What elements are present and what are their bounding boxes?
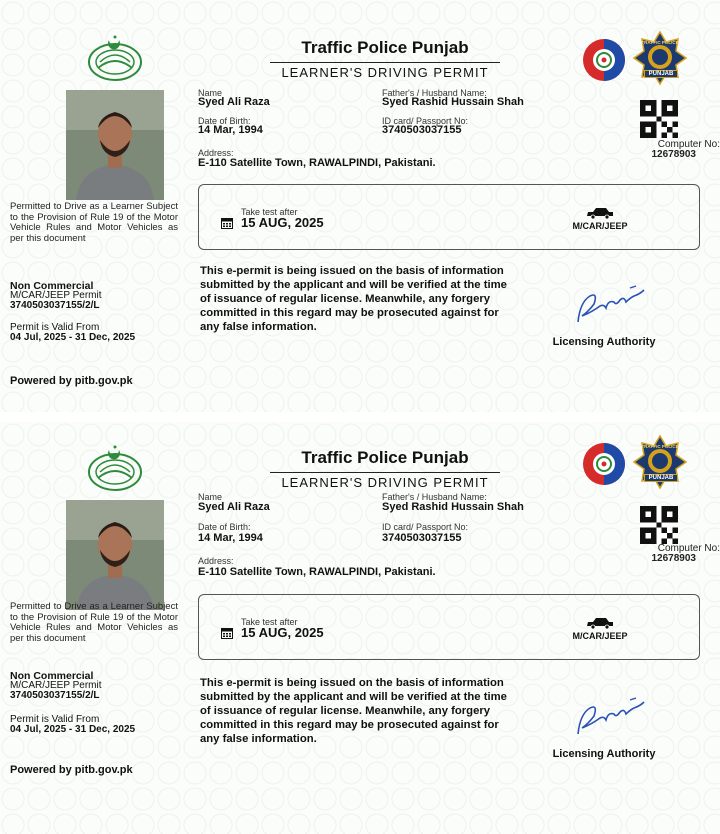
test-date-box (198, 594, 700, 660)
permit-number: 3740503037155/2/L (10, 300, 100, 311)
valid-range: 04 Jul, 2025 - 31 Dec, 2025 (10, 332, 136, 343)
permit-type-line: M/CAR/JEEP Permit (10, 290, 102, 301)
punjab-government-logo (86, 442, 144, 492)
take-test-label: Take test after (241, 207, 298, 217)
id-number: 3740503037155 (382, 124, 462, 136)
permit-type-line: M/CAR/JEEP Permit (10, 680, 102, 691)
car-icon (585, 617, 615, 629)
address-label: Address: (198, 148, 234, 158)
father-name: Syed Rashid Hussain Shah (382, 96, 524, 108)
permitted-note: Permitted to Drive as a Learner Subject to the Provision of Rule 19 of the Motor Vehicle Rules and Motor Vehicles as per this document (10, 201, 178, 244)
applicant-portrait-icon (66, 500, 164, 610)
badge-ring-text: TRAFFIC POLICE (641, 40, 679, 45)
punjab-government-logo (86, 32, 144, 82)
page-title: Traffic Police Punjab (301, 448, 469, 467)
permit-type-title: Non Commercial (10, 280, 94, 292)
signature-image (570, 282, 650, 328)
valid-label: Permit is Valid From (10, 714, 100, 725)
name-label: Name (198, 492, 223, 502)
qr-code (640, 506, 678, 544)
computer-number: 12678903 (651, 553, 696, 564)
calendar-icon (221, 627, 233, 639)
dob-label: Date of Birth: (198, 116, 251, 126)
licensing-authority-label: Licensing Authority (552, 748, 656, 760)
date-of-birth: 14 Mar, 1994 (198, 532, 263, 544)
name-label: Name (198, 88, 223, 98)
traffic-police-badge (632, 30, 688, 86)
calendar-icon (221, 217, 233, 229)
take-test-label: Take test after (241, 617, 298, 627)
test-date-box (198, 184, 700, 250)
traffic-police-badge (632, 434, 688, 490)
computer-no-label: Computer No: (657, 543, 720, 554)
permit-number: 3740503037155/2/L (10, 690, 100, 701)
vehicle-category: M/CAR/JEEP (572, 221, 628, 231)
powered-by: Powered by pitb.gov.pk (10, 764, 133, 776)
valid-range: 04 Jul, 2025 - 31 Dec, 2025 (10, 724, 136, 735)
notice-text: This e-permit is being issued on the basis of information submitted by the applicant and will be verified at the time of issuance of regular license. Meanwhile, any forgery committed in this regard may be prosecuted against for any false information. (200, 265, 507, 333)
page-title: Traffic Police Punjab (301, 38, 469, 57)
signature-image (570, 694, 650, 740)
father-name: Syed Rashid Hussain Shah (382, 501, 524, 513)
computer-number: 12678903 (651, 149, 696, 160)
computer-no-label: Computer No: (657, 139, 720, 150)
test-date: 15 AUG, 2025 (241, 215, 324, 230)
valid-label: Permit is Valid From (10, 322, 100, 333)
father-label: Father's / Husband Name: (382, 88, 487, 98)
address: E-110 Satellite Town, RAWALPINDI, Pakistani. (198, 157, 436, 169)
permit-copy-2 (0, 422, 720, 834)
permit-subtitle: LEARNER'S DRIVING PERMIT (270, 62, 500, 80)
test-date: 15 AUG, 2025 (241, 625, 324, 640)
badge-ring-text: TRAFFIC POLICE (641, 444, 679, 449)
id-number: 3740503037155 (382, 532, 462, 544)
address-label: Address: (198, 556, 234, 566)
permitted-note: Permitted to Drive as a Learner Subject to the Provision of Rule 19 of the Motor Vehicle Rules and Motor Vehicles as per this document (10, 601, 178, 644)
address: E-110 Satellite Town, RAWALPINDI, Pakistani. (198, 566, 436, 578)
applicant-name: Syed Ali Raza (198, 501, 270, 513)
car-icon (585, 207, 615, 219)
id-label: ID card/ Passport No: (382, 116, 469, 126)
vehicle-category: M/CAR/JEEP (572, 631, 628, 641)
applicant-portrait-icon (66, 90, 164, 200)
applicant-name: Syed Ali Raza (198, 96, 270, 108)
dob-label: Date of Birth: (198, 522, 251, 532)
notice-text: This e-permit is being issued on the basis of information submitted by the applicant and will be verified at the time of issuance of regular license. Meanwhile, any forgery committed in this regard may be prosecuted against for any false information. (200, 677, 507, 745)
badge-label: PUNJAB (644, 474, 678, 482)
punjab-police-emblem (582, 38, 626, 82)
father-label: Father's / Husband Name: (382, 492, 487, 502)
permit-subtitle: LEARNER'S DRIVING PERMIT (270, 472, 500, 490)
permit-type-title: Non Commercial (10, 670, 94, 682)
powered-by: Powered by pitb.gov.pk (10, 375, 133, 387)
badge-label: PUNJAB (644, 70, 678, 78)
punjab-police-emblem (582, 442, 626, 486)
qr-code (640, 100, 678, 138)
date-of-birth: 14 Mar, 1994 (198, 124, 263, 136)
id-label: ID card/ Passport No: (382, 522, 469, 532)
applicant-photo (66, 500, 164, 610)
permit-copy-1 (0, 0, 720, 412)
licensing-authority-label: Licensing Authority (552, 336, 656, 348)
applicant-photo (66, 90, 164, 200)
